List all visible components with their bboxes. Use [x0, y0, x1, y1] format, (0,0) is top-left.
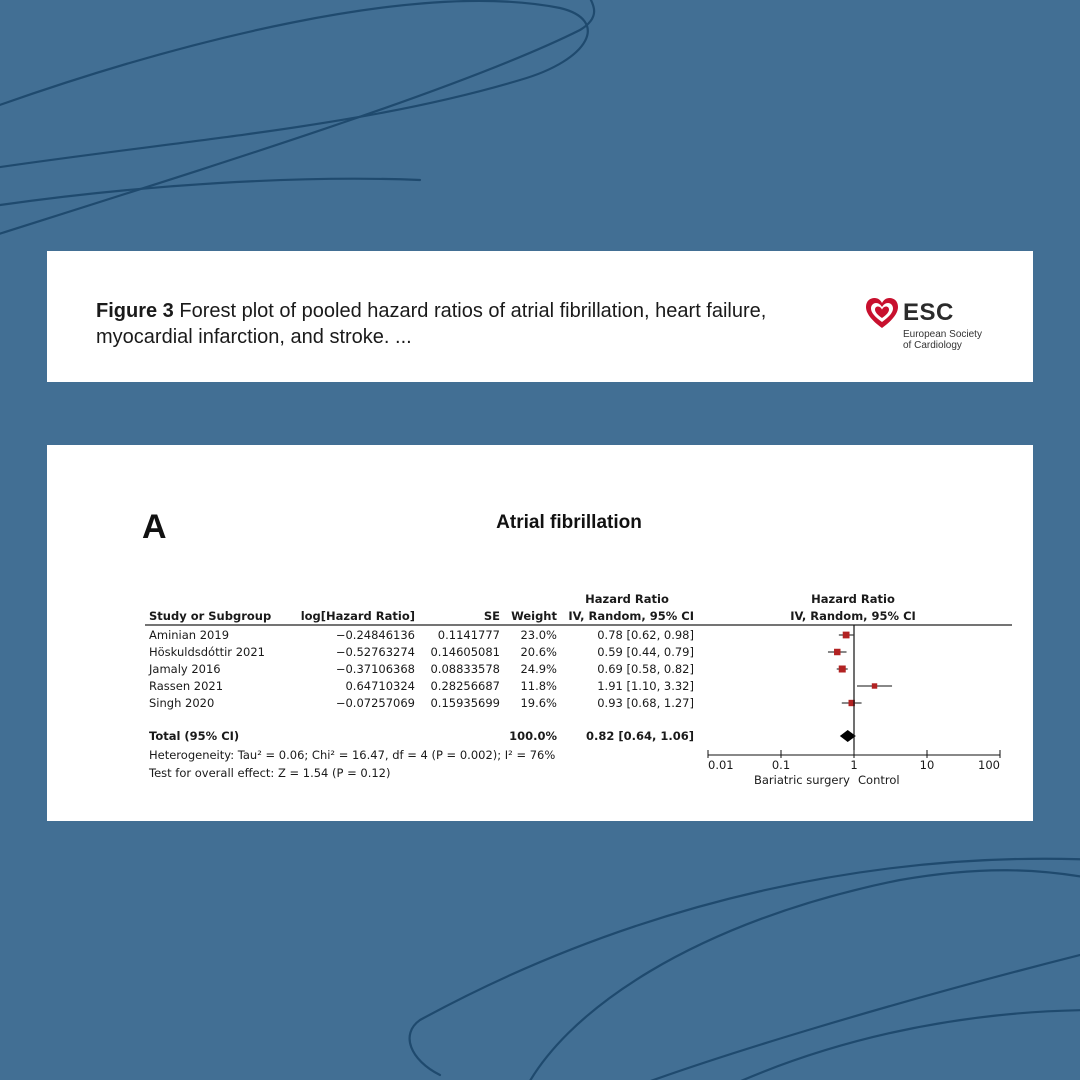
- x-tick-label-2: 0.1: [771, 758, 791, 772]
- study-row-4-log-hr: 0.64710324: [345, 679, 415, 693]
- study-row-5-se: 0.15935699: [430, 696, 500, 710]
- x-tick-label-5: 100: [978, 758, 1000, 772]
- study-row-1-name: Aminian 2019: [149, 628, 230, 642]
- x-tick-label-1: 0.01: [708, 758, 734, 772]
- study-row-3-name: Jamaly 2016: [149, 662, 221, 676]
- plot-header-line1: Hazard Ratio: [811, 592, 895, 606]
- figure-label: Figure 3: [96, 300, 174, 322]
- col-header-weight: Weight: [511, 609, 557, 623]
- total-ci: 0.82 [0.64, 1.06]: [585, 729, 694, 743]
- esc-subtitle-line2: of Cardiology: [903, 340, 962, 351]
- study-row-2-ci: 0.59 [0.44, 0.79]: [597, 645, 694, 659]
- col-header-se: SE: [483, 609, 500, 623]
- figure-card: [47, 445, 1033, 821]
- study-row-1-marker: [843, 632, 850, 639]
- study-row-5-log-hr: −0.07257069: [335, 696, 415, 710]
- hr-header-line1: Hazard Ratio: [585, 592, 669, 606]
- study-row-1-log-hr: −0.24846136: [335, 628, 415, 642]
- x-tick-label-4: 10: [919, 758, 935, 772]
- study-row-1-weight: 23.0%: [520, 628, 557, 642]
- col-header-log-hr: log[Hazard Ratio]: [300, 609, 415, 623]
- heterogeneity-text: Heterogeneity: Tau² = 0.06; Chi² = 16.47, df = 4 (P = 0.002); I² = 76%: [149, 748, 556, 762]
- study-row-5-weight: 19.6%: [520, 696, 557, 710]
- esc-subtitle: [903, 329, 1003, 351]
- esc-name: ESC: [903, 299, 954, 326]
- esc-subtitle-line1: European Society: [903, 329, 982, 340]
- study-row-2-weight: 20.6%: [520, 645, 557, 659]
- study-row-1-ci: 0.78 [0.62, 0.98]: [597, 628, 694, 642]
- x-tick-label-3: 1: [850, 758, 858, 772]
- study-row-4-weight: 11.8%: [520, 679, 557, 693]
- study-row-3-weight: 24.9%: [520, 662, 557, 676]
- panel-letter: A: [142, 508, 167, 546]
- study-row-3-log-hr: −0.37106368: [335, 662, 415, 676]
- col-header-study: Study or Subgroup: [149, 609, 272, 623]
- study-row-2-name: Höskuldsdóttir 2021: [149, 645, 265, 659]
- hr-header-line2: IV, Random, 95% CI: [568, 609, 694, 623]
- study-row-2-se: 0.14605081: [430, 645, 500, 659]
- overall-effect-text: Test for overall effect: Z = 1.54 (P = 0.12): [149, 766, 391, 780]
- caption-text: Forest plot of pooled hazard ratios of atrial fibrillation, heart failure, myocardial infarction, and stroke. ...: [96, 300, 767, 348]
- study-row-3-se: 0.08833578: [430, 662, 500, 676]
- total-label: Total (95% CI): [149, 729, 240, 743]
- favours-left-label: Bariatric surgery: [753, 773, 850, 787]
- esc-logo: [865, 297, 995, 357]
- study-row-4-marker: [872, 683, 877, 688]
- forest-plot: [47, 445, 1033, 821]
- study-row-1-se: 0.1141777: [437, 628, 500, 642]
- study-row-4-se: 0.28256687: [430, 679, 500, 693]
- plot-header-line2: IV, Random, 95% CI: [790, 609, 916, 623]
- study-row-2-log-hr: −0.52763274: [335, 645, 415, 659]
- study-row-5-ci: 0.93 [0.68, 1.27]: [597, 696, 694, 710]
- study-row-5-name: Singh 2020: [149, 696, 215, 710]
- total-weight: 100.0%: [509, 729, 557, 743]
- study-row-2-marker: [834, 649, 840, 655]
- caption-card: [47, 251, 1033, 382]
- heart-icon: [865, 297, 899, 331]
- study-row-3-ci: 0.69 [0.58, 0.82]: [597, 662, 694, 676]
- study-row-4-name: Rassen 2021: [149, 679, 224, 693]
- plot-title: Atrial fibrillation: [496, 512, 642, 533]
- study-row-4-ci: 1.91 [1.10, 3.32]: [597, 679, 694, 693]
- favours-right-label: Control: [858, 773, 900, 787]
- figure-caption: [96, 298, 796, 350]
- study-row-3-marker: [839, 666, 846, 673]
